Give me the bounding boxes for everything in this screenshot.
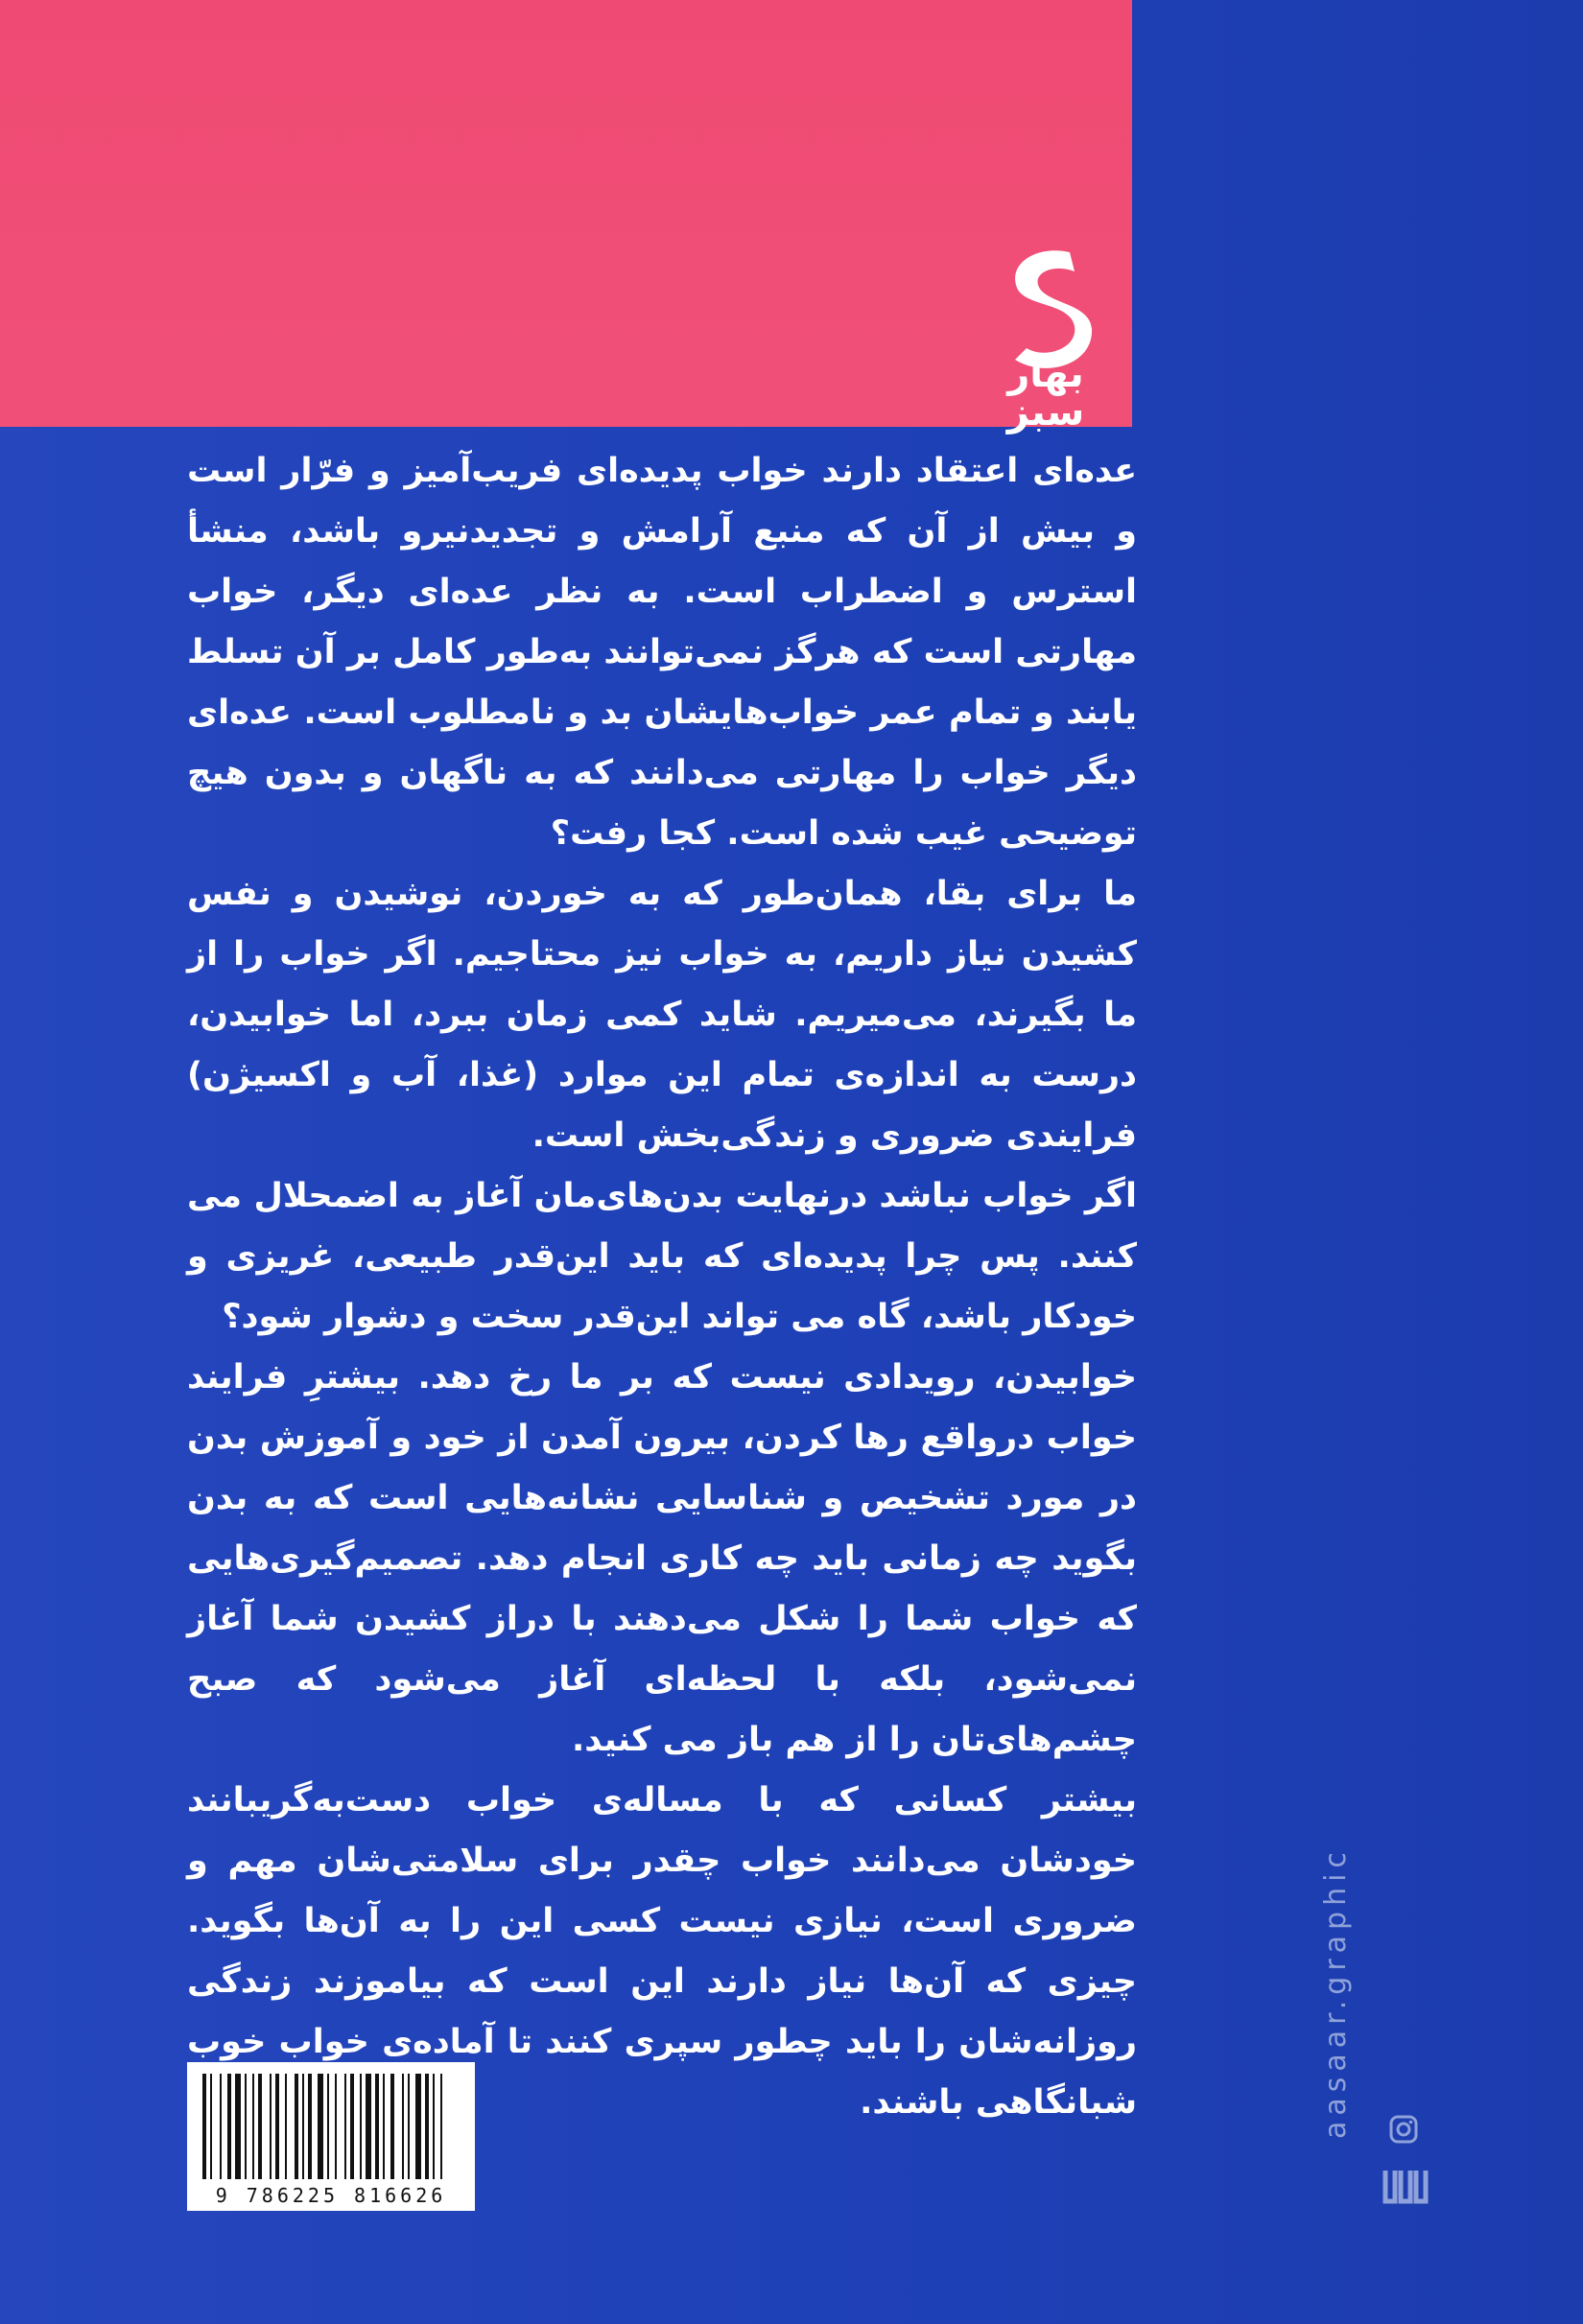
barcode-bar — [360, 2074, 362, 2179]
barcode-bar — [433, 2074, 435, 2179]
isbn-barcode — [187, 2062, 475, 2211]
barcode-bar — [275, 2074, 279, 2179]
instagram-icon — [1389, 2115, 1418, 2144]
barcode-bar — [270, 2074, 272, 2179]
blurb-paragraph-3: اگر خواب نباشد درنهایت بدن‌های‌مان آغاز به اضمحلال می کنند. پس چرا پدیده‌ای که باید این‌قدر طبیعی، غریزی و خودکار باشد، گاه می تواند این‌قدر سخت و دشوار شود؟ — [187, 1177, 1137, 1336]
back-cover-blurb — [187, 441, 1137, 2133]
barcode-bar — [375, 2074, 379, 2179]
barcode-bar — [220, 2074, 222, 2179]
barcode-bar — [308, 2074, 312, 2179]
barcode-bar — [235, 2074, 241, 2179]
barcode-bar — [252, 2074, 254, 2179]
barcode-bar — [295, 2074, 298, 2179]
barcode-bar — [302, 2074, 304, 2179]
barcode-bar — [227, 2074, 231, 2179]
barcode-bar — [327, 2074, 329, 2179]
barcode-bar — [415, 2074, 421, 2179]
blurb-paragraph-1: عده‌ای اعتقاد دارند خواب پدیده‌ای فریب‌آمیز و فرّار است و بیش از آن که منبع آرامش و تجدیدنیرو باشد، منشأ استرس و اضطراب است. به نظر عده‌ای دیگر، خواب مهارتی است که هرگز نمی‌توانند به‌طور کامل بر آن تسلط یابند و تمام عمر خواب‌هایشان بد و نامطلوب است. عده‌ای دیگر خواب را مهارتی می‌دانند که به ناگهان و بدون هیچ توضیحی غیب شده است. کجا رفت؟ — [187, 452, 1137, 853]
barcode-bar — [383, 2074, 385, 2179]
barcode-bar — [344, 2074, 346, 2179]
barcode-bars — [201, 2074, 461, 2179]
designer-handle: aasaar.graphic — [1319, 1846, 1353, 2139]
barcode-bar — [408, 2074, 410, 2179]
blurb-paragraph-4: خوابیدن، رویدادی نیست که بر ما رخ دهد. بیشترِ فرایند خواب درواقع رها کردن، بیرون آمدن از خود و آموزش بدن در مورد تشخیص و شناسایی نشانه‌هایی است که به بدن بگوید چه زمانی باید چه کاری انجام دهد. تصمیم‌گیری‌هایی که خواب شما را شکل می‌دهند با دراز کشیدن شما آغاز نمی‌شود، بلکه با لحظه‌ای آغاز می‌شود که صبح چشم‌های‌تان را از هم باز می کنید. — [187, 1358, 1137, 1759]
barcode-bar — [285, 2074, 287, 2179]
blurb-paragraph-2: ما برای بقا، همان‌طور که به خوردن، نوشیدن و نفس کشیدن نیاز داریم، به خواب نیز محتاجیم. اگر خواب را از ما بگیرند، می‌میریم. شاید کمی زمان ببرد، اما خوابیدن، درست به اندازه‌ی تمام این موارد (غذا، آب و اکسیژن) فرایندی ضروری و زندگی‌بخش است. — [187, 875, 1137, 1155]
barcode-bar — [318, 2074, 323, 2179]
barcode-bar — [245, 2074, 247, 2179]
barcode-bar — [335, 2074, 337, 2179]
isbn-number: 9 786225 816626 — [215, 2184, 447, 2207]
barcode-bar — [440, 2074, 442, 2179]
barcode-bar — [390, 2074, 394, 2179]
barcode-bar — [350, 2074, 354, 2179]
aasaar-logo-icon — [1382, 2163, 1431, 2207]
barcode-bar — [425, 2074, 429, 2179]
publisher-name: بهار سبز — [1006, 352, 1085, 434]
blurb-paragraph-5: بیشتر کسانی که با مساله‌ی خواب دست‌به‌گریبانند خودشان می‌دانند خواب چقدر برای سلامتی‌شان مهم و ضروری است، نیازی نیست کسی این را به آن‌ها بگوید. چیزی که آن‌ها نیاز دارند این است که بیاموزند زندگی روزانه‌شان را باید چطور سپری کنند تا آماده‌ی خواب خوب شبانگاهی باشند. — [187, 1781, 1137, 2122]
barcode-bar — [402, 2074, 404, 2179]
barcode-bar — [366, 2074, 371, 2179]
barcode-bar — [210, 2074, 212, 2179]
barcode-bar — [258, 2074, 262, 2179]
barcode-bar — [202, 2074, 206, 2179]
pink-header-panel — [0, 0, 1132, 434]
